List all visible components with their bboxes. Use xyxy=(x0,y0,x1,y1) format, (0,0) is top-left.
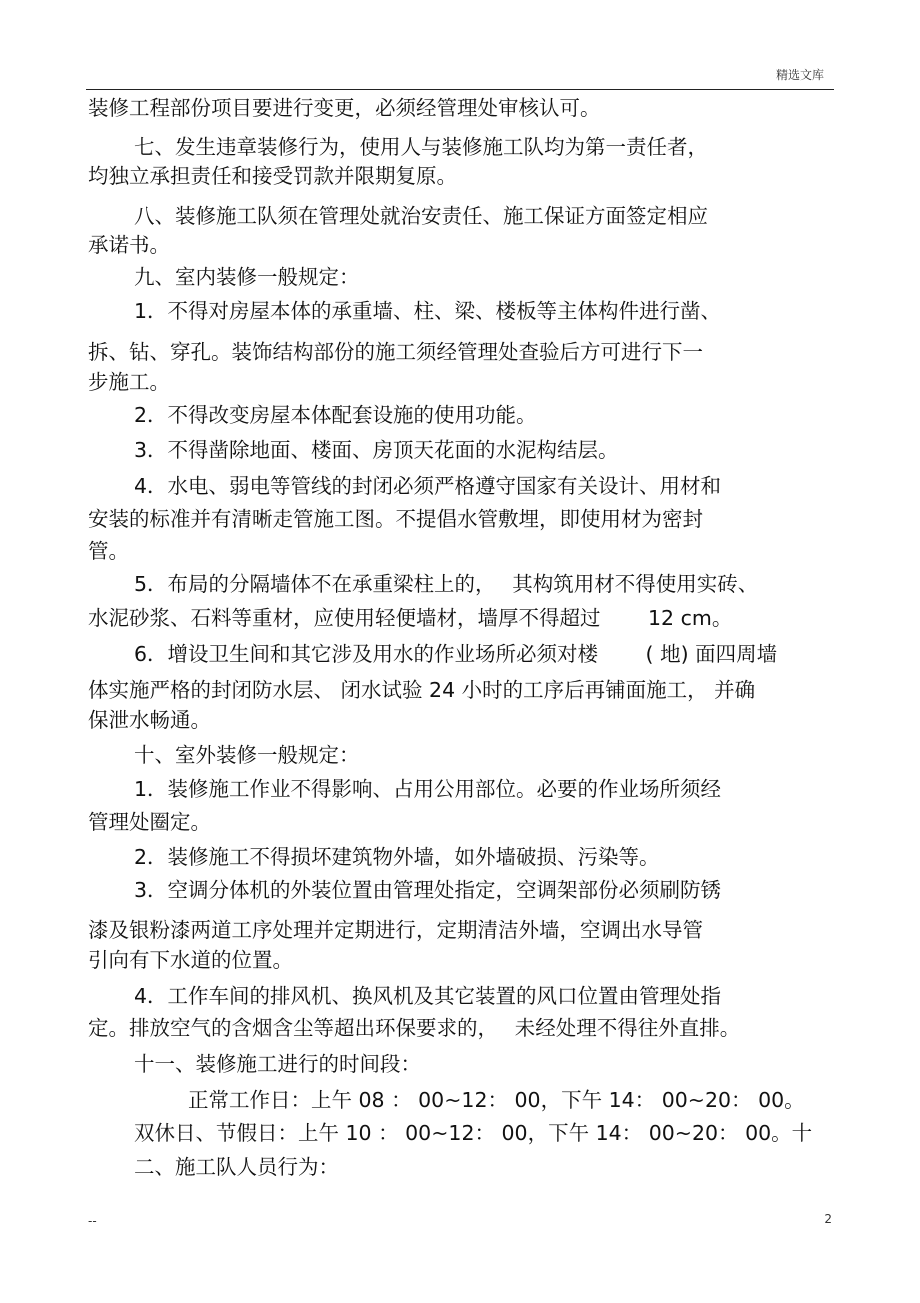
footer-mark: -- xyxy=(88,1214,97,1228)
text-line: 2．装修施工不得损坏建筑物外墙，如外墙破损、污染等。 xyxy=(134,845,660,869)
text-line: 管理处圈定。 xyxy=(88,810,211,834)
text-line: 七、发生违章装修行为，使用人与装修施工队均为第一责任者， xyxy=(134,135,708,159)
text-line: 3．空调分体机的外装位置由管理处指定，空调架部份必须刷防锈 xyxy=(134,878,722,902)
text-line: 拆、钻、穿孔。装饰结构部份的施工须经管理处查验后方可进行下一 xyxy=(88,340,703,364)
text-line: 安装的标准并有清晰走管施工图。不提倡水管敷埋，即使用材为密封 xyxy=(88,507,703,531)
text-line: 十、室外装修一般规定： xyxy=(134,743,360,767)
header-rule xyxy=(86,89,834,90)
text-line: 管。 xyxy=(88,539,129,563)
text-line: 均独立承担责任和接受罚款并限期复原。 xyxy=(88,164,457,188)
text-line: 体实施严格的封闭防水层、 闭水试验 24 小时的工序后再铺面施工， 并确 xyxy=(88,678,756,702)
text-line: 4．水电、弱电等管线的封闭必须严格遵守国家有关设计、用材和 xyxy=(134,474,722,498)
text-line: 5．布局的分隔墙体不在承重梁柱上的， 其构筑用材不得使用实砖、 xyxy=(134,572,759,596)
text-line: 3．不得凿除地面、楼面、房顶天花面的水泥构结层。 xyxy=(134,438,619,462)
text-line: 十一、装修施工进行的时间段： xyxy=(134,1052,421,1076)
text-line: 定。排放空气的含烟含尘等超出环保要求的， 未经处理不得往外直排。 xyxy=(88,1016,741,1040)
text-line: 二、施工队人员行为： xyxy=(134,1155,339,1179)
text-line: 双休日、节假日：上午 10 ： 00~12： 00，下午 14： 00~20： 00。十 xyxy=(134,1121,813,1145)
text-line: 保泄水畅通。 xyxy=(88,708,211,732)
text-line: 4．工作车间的排风机、换风机及其它装置的风口位置由管理处指 xyxy=(134,984,722,1008)
text-line: 八、装修施工队须在管理处就治安责任、施工保证方面签定相应 xyxy=(134,204,708,228)
text-line: 2．不得改变房屋本体配套设施的使用功能。 xyxy=(134,403,537,427)
text-line: 正常工作日：上午 08 ： 00~12： 00，下午 14： 00~20： 00。 xyxy=(188,1088,805,1112)
text-line: 1．不得对房屋本体的承重墙、柱、梁、楼板等主体构件进行凿、 xyxy=(134,299,722,323)
text-line: 承诺书。 xyxy=(88,233,170,257)
text-line: 水泥砂浆、石料等重材，应使用轻便墙材，墙厚不得超过 12 cm。 xyxy=(88,606,733,630)
text-line: 九、室内装修一般规定： xyxy=(134,265,360,289)
text-line: 漆及银粉漆两道工序处理并定期进行，定期清洁外墙，空调出水导管 xyxy=(88,918,703,942)
header-label: 精选文库 xyxy=(775,68,824,82)
text-line: 步施工。 xyxy=(88,370,170,394)
text-line: 1．装修施工作业不得影响、占用公用部位。必要的作业场所须经 xyxy=(134,777,722,801)
text-line: 装修工程部份项目要进行变更，必须经管理处审核认可。 xyxy=(88,96,601,120)
page-number: 2 xyxy=(824,1212,832,1226)
text-line: 6．增设卫生间和其它涉及用水的作业场所必须对楼 ( 地) 面四周墙 xyxy=(134,642,778,666)
text-line: 引向有下水道的位置。 xyxy=(88,948,293,972)
